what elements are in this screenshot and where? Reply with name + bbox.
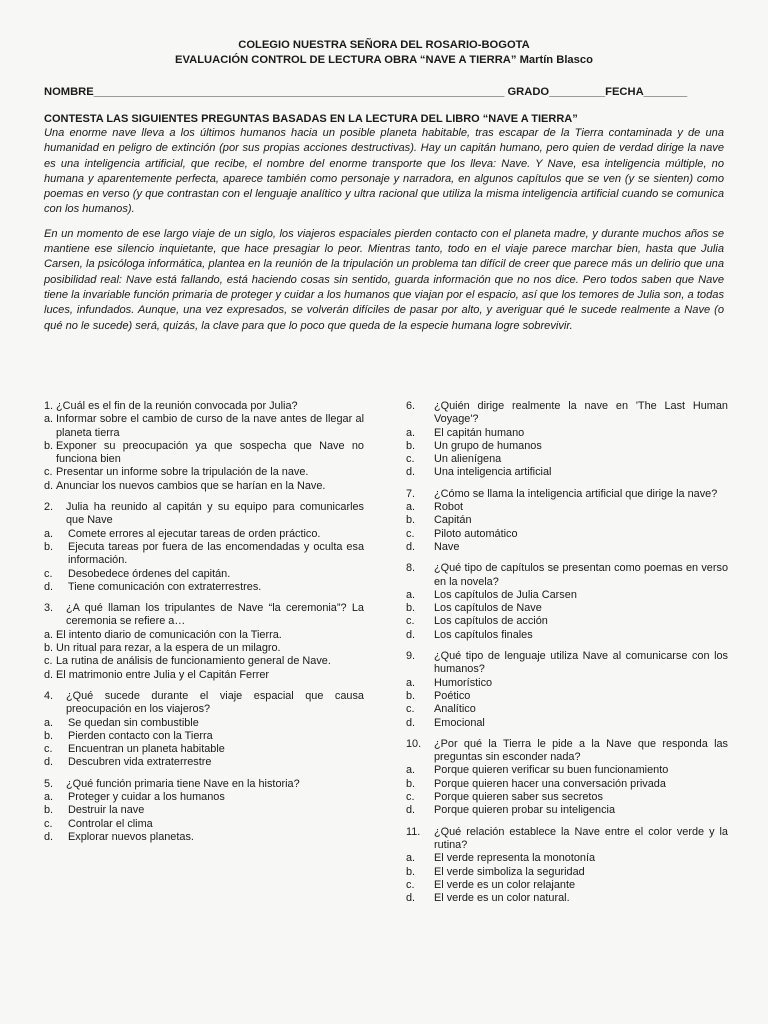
option-letter: b. [44, 439, 54, 452]
answer-option[interactable] [406, 852, 728, 865]
option-letter: c. [406, 527, 415, 540]
document-header [44, 38, 724, 68]
question-item [406, 488, 728, 554]
answer-option[interactable] [44, 655, 364, 668]
answer-option[interactable] [44, 568, 364, 581]
option-letter: d. [406, 892, 416, 905]
option-letter: b. [406, 865, 416, 878]
option-letter: d. [406, 804, 416, 817]
option-text: Humorístico [434, 676, 493, 689]
option-text: El verde simboliza la seguridad [434, 865, 585, 878]
option-text: Pierden contacto con la Tierra [68, 729, 213, 742]
question-stem [406, 650, 728, 677]
question-text: ¿Qué tipo de capítulos se presentan como poemas en verso en la novela? [434, 562, 728, 588]
question-text: ¿Cómo se llama la inteligencia artificial que dirige la nave? [434, 487, 718, 500]
question-stem [406, 488, 728, 501]
option-text: Los capítulos de acción [434, 615, 548, 628]
question-stem [406, 400, 728, 427]
answer-option[interactable] [406, 427, 728, 440]
option-letter: c. [44, 466, 53, 479]
question-number: 7. [406, 487, 416, 500]
option-text: El verde es un color relajante [434, 878, 576, 891]
option-text: Exponer su preocupación ya que sospecha que Nave no funciona bien [56, 439, 364, 466]
option-text: Nave [434, 540, 460, 553]
option-text: Se quedan sin combustible [68, 716, 199, 729]
answer-option[interactable] [44, 791, 364, 804]
option-letter: d. [406, 716, 416, 729]
answer-option[interactable] [44, 743, 364, 756]
answer-option[interactable] [406, 440, 728, 453]
question-text: ¿Por qué la Tierra le pide a la Nave que responda las preguntas sin esconder nada? [434, 737, 728, 764]
exam-title: EVALUACIÓN CONTROL DE LECTURA OBRA “NAVE A TIERRA” Martín Blasco [175, 54, 593, 66]
answer-option[interactable] [406, 892, 728, 905]
answer-option[interactable] [406, 703, 728, 716]
option-text: Comete errores al ejecutar tareas de orden práctico. [68, 527, 321, 540]
question-text: ¿Quién dirige realmente la nave en 'The Last Human Voyage'? [434, 400, 728, 426]
question-text: ¿Qué relación establece la Nave entre el color verde y la rutina? [434, 825, 728, 851]
question-text: ¿Qué tipo de lenguaje utiliza Nave al comunicarse con los humanos? [434, 650, 728, 676]
option-text: Poético [434, 689, 471, 702]
answer-option[interactable] [406, 690, 728, 703]
option-text: Desobedece órdenes del capitán. [68, 567, 231, 580]
option-text: Explorar nuevos planetas. [68, 830, 194, 843]
option-text: Los capítulos de Nave [434, 602, 542, 615]
question-stem [406, 826, 728, 853]
question-text: Julia ha reunido al capitán y su equipo para comunicarles que Nave [66, 501, 364, 527]
question-item [44, 602, 364, 682]
answer-option[interactable] [406, 528, 728, 541]
answer-option[interactable] [44, 466, 364, 479]
answer-option[interactable] [44, 440, 364, 467]
option-letter: a. [406, 588, 416, 601]
option-text: Los capítulos de Julia Carsen [434, 588, 577, 601]
option-letter: b. [44, 729, 54, 742]
answer-option[interactable] [406, 629, 728, 642]
option-text: Porque quieren hacer una conversación privada [434, 777, 666, 790]
option-letter: a. [406, 676, 416, 689]
question-number: 6. [406, 400, 416, 412]
question-item [44, 778, 364, 844]
option-letter: c. [406, 878, 415, 891]
answer-option[interactable] [44, 413, 364, 440]
option-letter: c. [44, 817, 53, 830]
option-text: Porque quieren verificar su buen funcionamiento [434, 764, 669, 777]
question-item [406, 738, 728, 818]
answer-option[interactable] [406, 514, 728, 527]
answer-option[interactable] [406, 615, 728, 628]
school-name: COLEGIO NUESTRA SEÑORA DEL ROSARIO-BOGOTA [238, 39, 530, 51]
answer-option[interactable] [44, 581, 364, 594]
answer-option[interactable] [406, 677, 728, 690]
answer-option[interactable] [44, 480, 364, 493]
option-text: Encuentran un planeta habitable [68, 743, 225, 756]
option-letter: a. [406, 852, 416, 865]
option-text: Proteger y cuidar a los humanos [68, 791, 225, 804]
answer-option[interactable] [44, 804, 364, 817]
question-number: 1. [44, 400, 54, 412]
answer-option[interactable] [44, 528, 364, 541]
question-number: 11. [406, 825, 421, 838]
question-stem [44, 400, 364, 413]
option-letter: b. [44, 540, 54, 553]
option-text: Informar sobre el cambio de curso de la nave antes de llegar al planeta tierra [56, 413, 364, 439]
answer-option[interactable] [44, 730, 364, 743]
answer-option[interactable] [406, 804, 728, 817]
option-letter: a. [44, 716, 54, 729]
option-text: Capitán [434, 514, 472, 527]
option-letter: a. [44, 527, 54, 540]
question-number: 9. [406, 650, 416, 663]
option-letter: c. [44, 655, 53, 668]
option-letter: a. [44, 791, 54, 804]
option-letter: b. [406, 777, 416, 790]
option-letter: d. [406, 466, 416, 479]
option-text: El verde representa la monotonía [434, 852, 596, 865]
answer-option[interactable] [406, 466, 728, 479]
questions-right-column [406, 400, 728, 913]
option-letter: d. [406, 628, 416, 641]
question-stem [406, 738, 728, 765]
answer-option[interactable] [406, 501, 728, 514]
student-info-line[interactable]: NOMBRE__________________________________________________________________ GRADO_________FECHA_______ [44, 86, 688, 98]
answer-option[interactable] [406, 866, 728, 879]
option-letter: b. [406, 514, 416, 527]
question-item [44, 501, 364, 594]
option-letter: b. [44, 804, 54, 817]
question-number: 5. [44, 777, 54, 790]
option-letter: a. [406, 764, 416, 777]
question-item [406, 826, 728, 906]
question-text: ¿A qué llaman los tripulantes de Nave “la ceremonia”? La ceremonia se refiere a… [66, 602, 364, 628]
option-letter: c. [406, 615, 415, 628]
option-text: Un grupo de humanos [434, 439, 542, 452]
answer-option[interactable] [44, 756, 364, 769]
option-text: Controlar el clima [68, 817, 153, 830]
option-text: La rutina de análisis de funcionamiento general de Nave. [56, 655, 331, 668]
question-stem [406, 562, 728, 589]
intro-paragraph-2: En un momento de ese largo viaje de un siglo, los viajeros espaciales pierden contacto con el planeta madre, y durante muchos años se mantiene ese silencio inquietante, que hace presagiar lo peor. Mientras tanto, todo en el viaje parece marchar bien, hasta que Julia Carsen, la psicóloga informática, plantea en la reunión de la tripulación un problema tan difícil de creer que parece más un delirio que una posibilidad real: Nave está fallando, está haciendo cosas sin sentido, guarda información que no nos dice. Pero todos saben que Nave tiene la invariable función primaria de proteger y cuidar a los humanos que viajan por el espacio, así que los temores de Julia son, a todas luces, infundados. Aunque, una vez expresados, se volverán difíciles de pasar por alto, y averiguar qué le sucede realmente a Nave (o qué no le sucede) será, quizás, la clave para que lo poco que queda de la especie humana logre sobrevivir. [44, 227, 724, 332]
option-text: Ejecuta tareas por fuera de las encomendadas y oculta esa información. [68, 540, 364, 567]
answer-option[interactable] [406, 717, 728, 730]
option-letter: c. [44, 567, 53, 580]
option-letter: a. [44, 413, 54, 426]
answer-option[interactable] [44, 818, 364, 831]
question-number: 10. [406, 737, 422, 750]
option-letter: d. [406, 540, 416, 553]
answer-option[interactable] [406, 602, 728, 615]
question-item [406, 400, 728, 480]
option-letter: b. [406, 689, 416, 702]
question-item [44, 400, 364, 493]
instructions: CONTESTA LAS SIGUIENTES PREGUNTAS BASADAS EN LA LECTURA DEL LIBRO “NAVE A TIERRA” [44, 113, 578, 125]
option-text: Tiene comunicación con extraterrestres. [68, 580, 262, 593]
option-text: Destruir la nave [68, 804, 145, 817]
answer-option[interactable] [44, 669, 364, 682]
option-letter: d. [44, 756, 54, 769]
question-number: 3. [44, 602, 54, 615]
question-number: 4. [44, 689, 54, 702]
option-letter: a. [406, 501, 416, 514]
question-text: ¿Qué sucede durante el viaje espacial que causa preocupación en los viajeros? [66, 689, 364, 716]
option-text: El verde es un color natural. [434, 892, 570, 905]
option-text: El capitán humano [434, 426, 525, 439]
option-text: Porque quieren probar su inteligencia [434, 804, 616, 817]
questions-section [44, 400, 728, 913]
question-item [406, 562, 728, 642]
answer-option[interactable] [44, 629, 364, 642]
question-stem [44, 501, 364, 528]
answer-option[interactable] [406, 879, 728, 892]
option-text: Robot [434, 501, 464, 514]
option-letter: c. [406, 791, 415, 804]
question-stem [44, 778, 364, 791]
question-text: ¿Qué función primaria tiene Nave en la historia? [66, 777, 300, 790]
option-letter: a. [44, 628, 54, 641]
answer-option[interactable] [406, 453, 728, 466]
intro-paragraph-1: Una enorme nave lleva a los últimos humanos hacia un posible planeta habitable, tras escapar de la Tierra contaminada y de una humanidad en peligro de extinción (por sus propias acciones destructivas). Hay un capitán humano, pero quien de verdad dirige la nave es una inteligencia artificial, que recibe, el nombre del enorme transporte que los lleva: Nave. Y Nave, esa inteligencia múltiple, no humana y aparentemente perfecta, aparece también como personaje y narradora, en algunos capítulos que se ven (y se sienten) como poemas en verso (y que contrastan con el lenguaje analítico y ultra racional que utiliza la misma inteligencia artificial cuando se comunica con los humanos). [44, 127, 724, 216]
option-text: Un ritual para rezar, a la espera de un milagro. [56, 642, 281, 655]
question-stem [44, 690, 364, 717]
option-letter: c. [406, 703, 415, 716]
answer-option[interactable] [44, 642, 364, 655]
option-letter: d. [44, 668, 54, 681]
option-text: El matrimonio entre Julia y el Capitán Ferrer [56, 668, 270, 681]
question-number: 2. [44, 501, 54, 514]
option-text: Un alienígena [434, 453, 502, 466]
question-item [406, 650, 728, 730]
question-item [44, 690, 364, 770]
answer-option[interactable] [406, 764, 728, 777]
question-number: 8. [406, 562, 416, 575]
option-letter: d. [44, 580, 54, 593]
option-text: Los capítulos finales [434, 628, 533, 641]
answer-option[interactable] [406, 589, 728, 602]
option-text: El intento diario de comunicación con la Tierra. [56, 628, 282, 641]
answer-option[interactable] [406, 541, 728, 554]
answer-option[interactable] [406, 778, 728, 791]
question-stem [44, 602, 364, 629]
questions-left-column [44, 400, 364, 913]
option-letter: b. [406, 439, 416, 452]
option-letter: d. [44, 830, 54, 843]
answer-option[interactable] [44, 717, 364, 730]
option-text: Descubren vida extraterrestre [68, 756, 212, 769]
answer-option[interactable] [44, 541, 364, 568]
question-text: ¿Cuál es el fin de la reunión convocada por Julia? [56, 400, 298, 412]
option-letter: b. [406, 602, 416, 615]
option-text: Piloto automático [434, 527, 518, 540]
option-text: Presentar un informe sobre la tripulación de la nave. [56, 466, 309, 479]
option-letter: c. [44, 743, 53, 756]
option-text: Emocional [434, 716, 485, 729]
answer-option[interactable] [406, 791, 728, 804]
answer-option[interactable] [44, 831, 364, 844]
option-text: Una inteligencia artificial [434, 466, 552, 479]
option-letter: a. [406, 426, 416, 439]
option-text: Anunciar los nuevos cambios que se harían en la Nave. [56, 479, 326, 492]
option-text: Analítico [434, 703, 476, 716]
option-letter: b. [44, 642, 54, 655]
option-letter: d. [44, 479, 54, 492]
option-text: Porque quieren saber sus secretos [434, 791, 603, 804]
option-letter: c. [406, 453, 415, 466]
